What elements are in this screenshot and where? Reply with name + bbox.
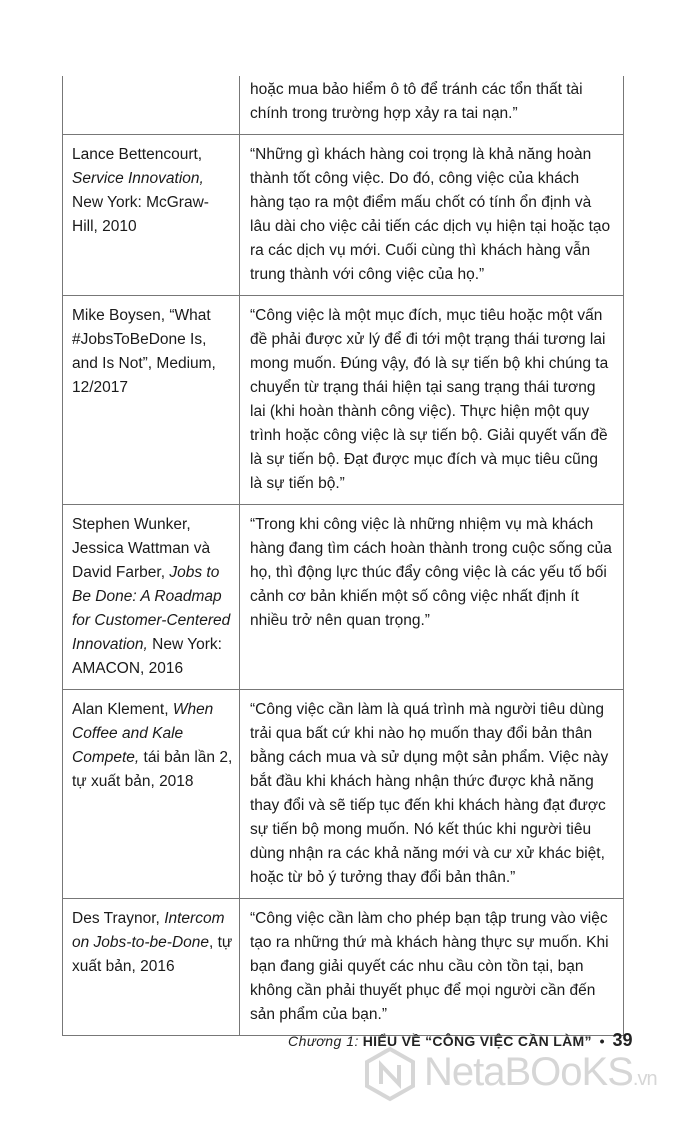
source-title: When Coffee and Kale Compete, [72,701,214,766]
table-row [63,899,624,1036]
source-cell [63,505,240,690]
source-text: Stephen Wunker, Jessica Wattman và David Farber, [72,516,211,581]
table-row [63,296,624,505]
quote-cell: “Trong khi công việc là những nhiệm vụ mà khách hàng đang tìm cách hoàn thành trong cuộc sống của họ, thì động lực thúc đẩy công việc là các yếu tố bối cảnh cơ bản khiến một số công việc nhất định ít nhiều trở nên quan trọng.” [240,505,624,690]
watermark [362,1046,682,1106]
source-title: Service Innovation, [72,170,204,187]
source-cell [63,76,240,135]
source-text: New York: McGraw-Hill, 2010 [72,194,209,235]
source-title: Intercom on Jobs-to-be-Done [72,910,225,951]
source-cell [63,690,240,899]
table-row [63,76,624,135]
source-title: Jobs to Be Done: A Roadmap for Customer-Centered Innovation, [72,564,231,653]
source-cell [63,296,240,505]
source-text: tái bản lần 2, tự xuất bản, 2018 [72,749,233,790]
table-row [63,135,624,296]
source-cell [63,135,240,296]
table-row [63,690,624,899]
source-text: , tự xuất bản, 2016 [72,934,233,975]
footer-bullet: • [599,1033,605,1049]
quote-cell: “Công việc cần làm là quá trình mà người tiêu dùng trải qua bất cứ khi nào họ muốn thay đổi bản thân bằng cách mua và sử dụng một sản phẩm. Việc này bắt đầu khi khách hàng nhận thức được khả năng thay đổi và sẽ tiếp tục đến khi khách hàng đạt được sự tiến bộ mong muốn. Nó kết thúc khi người tiêu dùng nhận ra các khả năng mới và cư xử khác biệt, hoặc từ bỏ ý tưởng thay đổi bản thân.” [240,690,624,899]
page-number: 39 [612,1030,633,1050]
chapter-label: Chương 1: [288,1033,359,1049]
table-row [63,505,624,690]
quote-cell: “Công việc cần làm cho phép bạn tập trung vào việc tạo ra những thứ mà khách hàng thực sự muốn. Khi bạn đang giải quyết các nhu cầu còn tồn tại, bạn không cần phải thuyết phục để mọi người cần đến sản phẩm của bạn.” [240,899,624,1036]
watermark-logo-icon [362,1046,418,1102]
quote-cell: “Công việc là một mục đích, mục tiêu hoặc một vấn đề phải được xử lý để đi tới một trạng thái tương lai mong muốn. Đúng vậy, đó là sự tiến bộ khi chúng ta chuyển từ trạng thái hiện tại sang trạng thái tương lai (khi hoàn thành công việc). Thực hiện một quy trình hoặc công việc là sự tiến bộ. Giải quyết vấn đề là sự tiến bộ. Đạt được mục đích và mục tiêu cũng là sự tiến bộ.” [240,296,624,505]
quote-cell: hoặc mua bảo hiểm ô tô để tránh các tổn thất tài chính trong trường hợp xảy ra tai nạn.” [240,76,624,135]
source-text: New York: AMACON, 2016 [72,636,222,677]
source-text: Alan Klement, [72,701,173,718]
source-text: Des Traynor, [72,910,165,927]
watermark-text: NetaBOoKS.vn [424,1050,657,1094]
quote-cell: “Những gì khách hàng coi trọng là khả năng hoàn thành tốt công việc. Do đó, công việc của khách hàng tạo ra một điểm mấu chốt có tính ổn định và lâu dài cho việc cải tiến các dịch vụ hiện tại hoặc tạo ra các dịch vụ mới. Cuối cùng thì khách hàng vẫn trung thành với công việc của họ.” [240,135,624,296]
source-text: Mike Boysen, “What #JobsToBeDone Is, and Is Not”, Medium, 12/2017 [72,307,216,396]
source-cell [63,899,240,1036]
source-text: Lance Bettencourt, [72,146,203,163]
quotes-table [62,76,624,1036]
chapter-title: HIỂU VỀ “CÔNG VIỆC CẦN LÀM” [362,1033,592,1049]
